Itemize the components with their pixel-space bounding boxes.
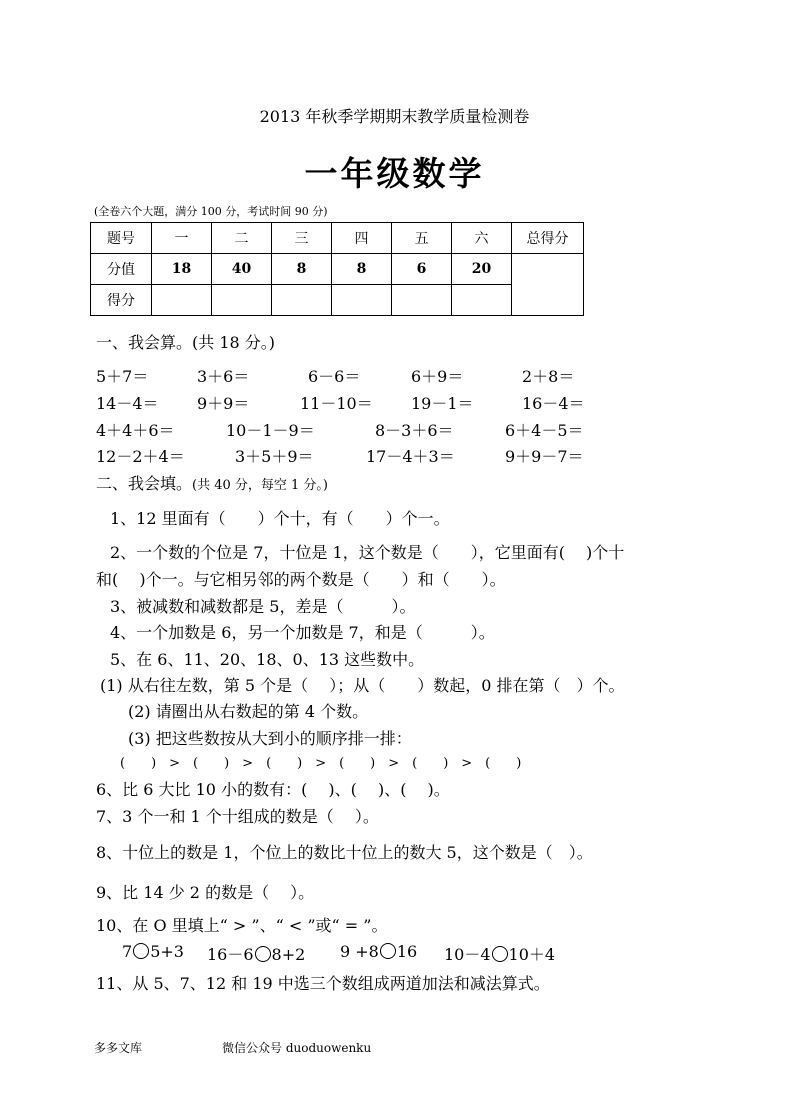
question-5-part1: (1) 从右往左数，第 5 个是（ ）；从（ ）数起，0 排在第（ ）个。 [100,676,625,695]
compare-right: 5+3 [150,942,184,961]
question-7: 7、3 个一和 1 个十组成的数是（ ）。 [96,807,379,826]
compare-right: 16 [396,942,418,961]
section2-title [96,471,328,494]
compare-item [340,942,417,961]
compare-item [122,942,184,961]
calc-item: 4＋4＋6＝ [96,421,175,440]
calc-item: 16－4＝ [522,394,585,413]
header-label-cell: 题号 [91,223,152,254]
calc-item: 12－2＋4＝ [96,447,185,466]
calc-item: 6－6＝ [308,367,361,386]
compare-circle-icon[interactable] [255,946,271,962]
compare-circle-icon[interactable] [492,946,508,962]
calc-item: 11－10＝ [300,394,373,413]
total-label-cell: 总得分 [512,223,584,254]
calc-item: 17－4＋3＝ [366,447,455,466]
subject-title: 一年级数学 [304,154,485,193]
score-table [90,222,584,316]
calc-item: 6＋4－5＝ [505,421,584,440]
calc-item: 9＋9－7＝ [505,447,584,466]
score-table-score-row [91,285,584,316]
compare-left: 7 [122,942,133,961]
compare-left: 9 +8 [340,942,379,961]
column-cell: 二 [212,223,272,254]
question-6: 6、比 6 大比 10 小的数有：( )、( )、( )。 [96,780,450,799]
value-label-cell: 分值 [91,254,152,285]
compare-right: 10＋4 [508,945,556,964]
exam-note: (全卷六个大题，满分 100 分，考试时间 90 分) [94,205,328,218]
score-cell[interactable] [452,285,512,316]
question-3: 3、被减数和减数都是 5，差是（ ）。 [110,597,416,616]
calc-item: 3＋6＝ [197,367,250,386]
exam-header-title: 2013 年秋季学期期末教学质量检测卷 [259,107,530,126]
question-4: 4、一个加数是 6，另一个加数是 7，和是（ ）。 [110,623,495,642]
question-5: 5、在 6、11、20、18、0、13 这些数中。 [110,650,425,669]
calc-item: 3＋5＋9＝ [235,447,314,466]
column-cell: 六 [452,223,512,254]
score-cell[interactable] [212,285,272,316]
score-table-header-row [91,223,584,254]
compare-item [444,942,555,965]
value-cell: 18 [152,254,212,285]
calc-item: 19－1＝ [411,394,474,413]
question-2-line2: 和( )个一。与它相另邻的两个数是（ ）和（ ）。 [96,570,506,589]
calc-item: 6＋9＝ [411,367,464,386]
section1-title: 一、我会算。(共 18 分。) [96,333,276,352]
question-11: 11、从 5、7、12 和 19 中选三个数组成两道加法和减法算式。 [96,974,550,993]
question-8: 8、十位上的数是 1，个位上的数比十位上的数大 5，这个数是（ ）。 [96,843,593,862]
question-5-part2: (2) 请圈出从右数起的第 4 个数。 [128,702,369,721]
question-1: 1、12 里面有（ ）个十，有（ ）个一。 [110,509,450,528]
compare-left: 10－4 [444,945,491,964]
column-cell: 一 [152,223,212,254]
value-cell: 40 [212,254,272,285]
calc-item: 2＋8＝ [522,367,575,386]
footer-right: 微信公众号 duoduowenku [222,1041,372,1055]
score-cell[interactable] [332,285,392,316]
compare-circle-icon[interactable] [380,943,396,959]
calc-item: 9＋9＝ [197,394,250,413]
value-cell: 8 [332,254,392,285]
calc-item: 10－1－9＝ [226,421,315,440]
column-cell: 三 [272,223,332,254]
question-5-part3: (3) 把这些数按从大到小的顺序排一排： [128,729,412,748]
value-cell: 6 [392,254,452,285]
section2-title-text: 二、我会填。 [96,474,193,493]
calc-item: 8－3＋6＝ [375,421,454,440]
score-label-cell: 得分 [91,285,152,316]
compare-item [207,942,305,965]
footer-left: 多多文库 [94,1041,143,1055]
value-cell: 8 [272,254,332,285]
compare-circle-icon[interactable] [133,943,149,959]
score-cell[interactable] [272,285,332,316]
question-9: 9、比 14 少 2 的数是（ ）。 [96,883,315,902]
question-5-order-blanks: ( ) > ( ) > ( ) > ( ) > ( ) > ( ) [120,756,522,771]
calc-item: 14－4＝ [96,394,159,413]
question-2-line1: 2、一个数的个位是 7，十位是 1，这个数是（ ），它里面有( )个十 [110,543,625,562]
score-table-value-row [91,254,584,285]
calc-item: 5＋7＝ [96,367,149,386]
compare-left: 16－6 [207,945,254,964]
score-cell[interactable] [392,285,452,316]
question-10: 10、在 O 里填上“ > ”、“ < ”或“ = ”。 [96,916,388,935]
column-cell: 四 [332,223,392,254]
total-score-cell[interactable] [512,254,584,316]
score-cell[interactable] [152,285,212,316]
column-cell: 五 [392,223,452,254]
compare-right: 8+2 [271,945,306,964]
section2-title-note: (共 40 分，每空 1 分。) [192,478,329,493]
value-cell: 20 [452,254,512,285]
